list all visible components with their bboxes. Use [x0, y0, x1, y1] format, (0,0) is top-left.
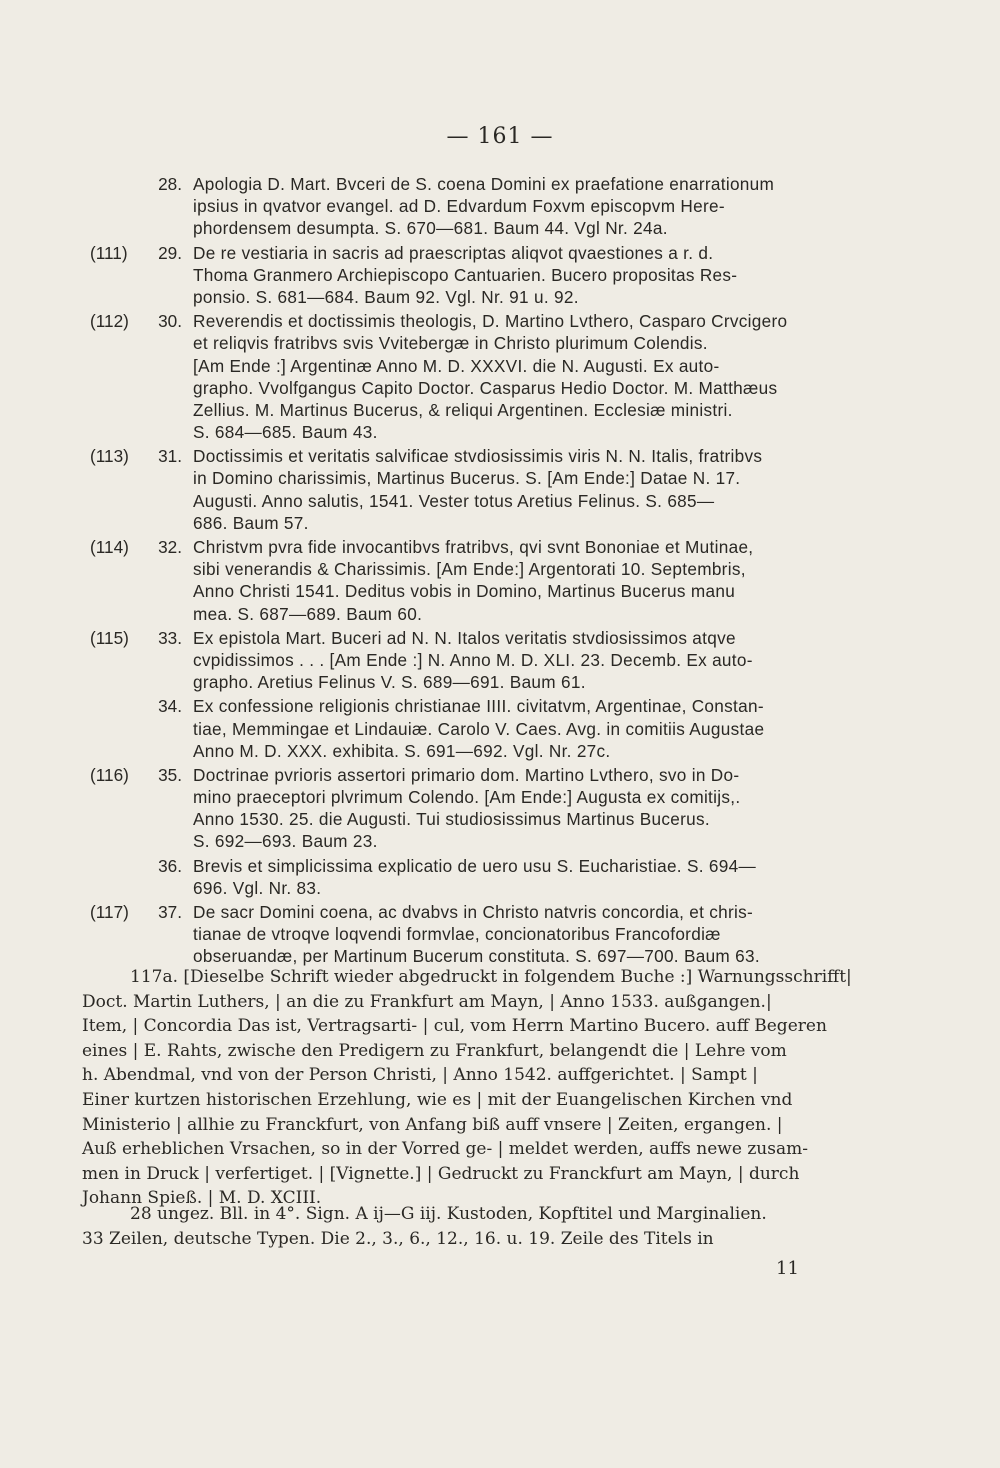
note-line: men in Druck | verfertiget. | [Vignette.] | Gedruckt zu Franckfurt am Mayn, | durch [82, 1163, 800, 1184]
entry-number [90, 695, 182, 717]
entry-number [90, 627, 182, 649]
entry-item-number: 30. [158, 311, 182, 332]
entry-paren-number: (117) [90, 902, 129, 922]
entry-line: [Am Ende :] Argentinæ Anno M. D. XXXVI. die N. Augusti. Ex auto- [193, 355, 720, 376]
entry-paren-number: (113) [90, 446, 129, 467]
entry-paren-number: (112) [90, 311, 129, 332]
signature-mark: 11 [776, 1258, 799, 1279]
entry-line: Ex confessione religionis christianae IIII. civitatvm, Argentinae, Constan- [193, 696, 764, 717]
entry-line: Augusti. Anno salutis, 1541. Vester totus Aretius Felinus. S. 685— [193, 490, 715, 511]
entry-item-number: 28. [158, 174, 182, 194]
entry-line: grapho. Vvolfgangus Capito Doctor. Casparus Hedio Doctor. M. Matthæus [193, 377, 778, 398]
entry-line: Anno 1530. 25. die Augusti. Tui studiosissimus Martinus Bucerus. [193, 809, 710, 830]
entry-line: 686. Baum 57. [193, 512, 309, 533]
collation-text [0, 1202, 1000, 1252]
entry-line: Ex epistola Mart. Buceri ad N. N. Italos veritatis stvdiosissimos atqve [193, 627, 736, 648]
entry [0, 901, 1000, 968]
note-line: 117a. [Dieselbe Schrift wieder abgedruckt in folgendem Buche :] Warnungsschrifft| [130, 967, 852, 987]
entry-line: mino praeceptori plvrimum Colendo. [Am Ende:] Augusta ex comitijs,. [193, 787, 741, 808]
note-line: Johann Spieß. | M. D. XCIII. [82, 1188, 322, 1209]
collation-line: 33 Zeilen, deutsche Typen. Die 2., 3., 6., 12., 16. u. 19. Zeile des Titels in [82, 1229, 714, 1249]
entry-item-number: 34. [158, 696, 182, 717]
entry-item-number: 37. [158, 902, 182, 922]
entry-line: Anno M. D. XXX. exhibita. S. 691—692. Vgl. Nr. 27c. [193, 740, 611, 761]
page-number: — 161 — [446, 124, 554, 149]
entry-line: et reliqvis fratribvs svis Vvitebergæ in Christo plurimum Colendis. [193, 333, 708, 354]
note-line: Doct. Martin Luthers, | an die zu Frankfurt am Mayn, | Anno 1533. außgangen.| [82, 991, 772, 1012]
entry [0, 627, 1000, 694]
note-line: h. Abendmal, vnd von der Person Christi, | Anno 1542. auffgerichtet. | Sampt | [82, 1065, 758, 1086]
entry-number [90, 901, 182, 923]
entry-line: De sacr Domini coena, ac dvabvs in Christo natvris concordia, et chris- [193, 902, 754, 922]
entry-line: Doctrinae pvrioris assertori primario dom. Martino Lvthero, svo in Do- [193, 764, 740, 785]
entry-line: 696. Vgl. Nr. 83. [193, 877, 322, 898]
entry-line: S. 684—685. Baum 43. [193, 422, 378, 443]
entry-line: obseruandæ, per Martinum Bucerum constituta. S. 697—700. Baum 63. [193, 946, 760, 967]
note-117a [0, 965, 1000, 1211]
entry-item-number: 31. [158, 446, 182, 467]
entry-line: tianae de vtroqve loqvendi formvlae, concionatoribus Francofordiæ [193, 924, 721, 945]
collation-line: 28 ungez. Bll. in 4°. Sign. A ij—G iij. Kustoden, Kopftitel und Marginalien. [130, 1204, 767, 1224]
entry-line: in Domino charissimis, Martinus Bucerus. S. [Am Ende:] Datae N. 17. [193, 468, 741, 489]
entry-line: Doctissimis et veritatis salvificae stvdiosissimis viris N. N. Italis, fratribvs [193, 446, 763, 467]
entry-line: phordensem desumpta. S. 670—681. Baum 44. Vgl Nr. 24a. [193, 218, 668, 239]
note-line: eines | E. Rahts, zwische den Predigern zu Frankfurt, belangendt die | Lehre vom [82, 1040, 787, 1061]
entry-item-number: 32. [158, 537, 182, 557]
entry-line: ponsio. S. 681—684. Baum 92. Vgl. Nr. 91 u. 92. [193, 286, 579, 307]
entry-paren-number: (116) [90, 764, 129, 785]
note-line: Einer kurtzen historischen Erzehlung, wie es | mit der Euangelischen Kirchen vnd [82, 1089, 793, 1110]
entry-line: De re vestiaria in sacris ad praescriptas aliqvot qvaestiones a r. d. [193, 242, 714, 263]
entry [0, 445, 1000, 534]
entry-line: Reverendis et doctissimis theologis, D. Martino Lvthero, Casparo Crvcigero [193, 311, 788, 332]
entry-line: Thoma Granmero Archiepiscopo Cantuarien. Bucero propositas Res- [193, 264, 738, 285]
entry-number [90, 310, 182, 332]
entry-paren-number: (111) [90, 242, 128, 263]
note-line: Item, | Concordia Das ist, Vertragsarti- | cul, vom Herrn Martino Bucero. auff Begeren [82, 1016, 827, 1037]
entry-line: Brevis et simplicissima explicatio de uero usu S. Eucharistiae. S. 694— [193, 855, 756, 876]
entry [0, 695, 1000, 762]
entry-line: Anno Christi 1541. Deditus vobis in Domino, Martinus Bucerus manu [193, 581, 736, 602]
entry-number [90, 242, 182, 264]
entry-line: cvpidissimos . . . [Am Ende :] N. Anno M. D. XLI. 23. Decemb. Ex auto- [193, 649, 753, 670]
entry-number [90, 173, 182, 195]
entry-number [90, 764, 182, 786]
entry [0, 242, 1000, 309]
entry-line: Apologia D. Mart. Bvceri de S. coena Domini ex praefatione enarrationum [193, 174, 775, 194]
entry [0, 536, 1000, 625]
entry-paren-number: (114) [90, 537, 129, 557]
entry-number [90, 536, 182, 558]
entry [0, 855, 1000, 899]
entry-item-number: 29. [158, 242, 182, 263]
entries-list [0, 173, 1000, 970]
entry-paren-number: (115) [90, 627, 129, 648]
entry-line: Zellius. M. Martinus Bucerus, & reliqui Argentinen. Ecclesiæ ministri. [193, 399, 733, 420]
entry-line: mea. S. 687—689. Baum 60. [193, 603, 423, 624]
entry [0, 173, 1000, 240]
entry-item-number: 35. [158, 764, 182, 785]
entry-item-number: 36. [158, 855, 182, 876]
entry-number [90, 855, 182, 877]
entry-item-number: 33. [158, 627, 182, 648]
note-line: Ministerio | allhie zu Franckfurt, von Anfang biß auff vnsere | Zeiten, ergangen. | [82, 1114, 783, 1135]
entry-line: ipsius in qvatvor evangel. ad D. Edvardum Foxvm episcopvm Here- [193, 196, 725, 217]
entry-line: sibi venerandis & Charissimis. [Am Ende:] Argentorati 10. Septembris, [193, 559, 746, 580]
entry-line: grapho. Aretius Felinus V. S. 689—691. Baum 61. [193, 672, 586, 693]
entry-line: S. 692—693. Baum 23. [193, 831, 378, 852]
entry-line: Christvm pvra fide invocantibvs fratribvs, qvi svnt Bononiae et Mutinae, [193, 537, 754, 557]
note-line: Auß erheblichen Vrsachen, so in der Vorred ge- | meldet werden, auffs newe zusam- [82, 1139, 808, 1160]
entry [0, 310, 1000, 443]
entry-line: tiae, Memmingae et Lindauiæ. Carolo V. Caes. Avg. in comitiis Augustae [193, 718, 765, 739]
entry-number [90, 445, 182, 467]
entry [0, 764, 1000, 853]
